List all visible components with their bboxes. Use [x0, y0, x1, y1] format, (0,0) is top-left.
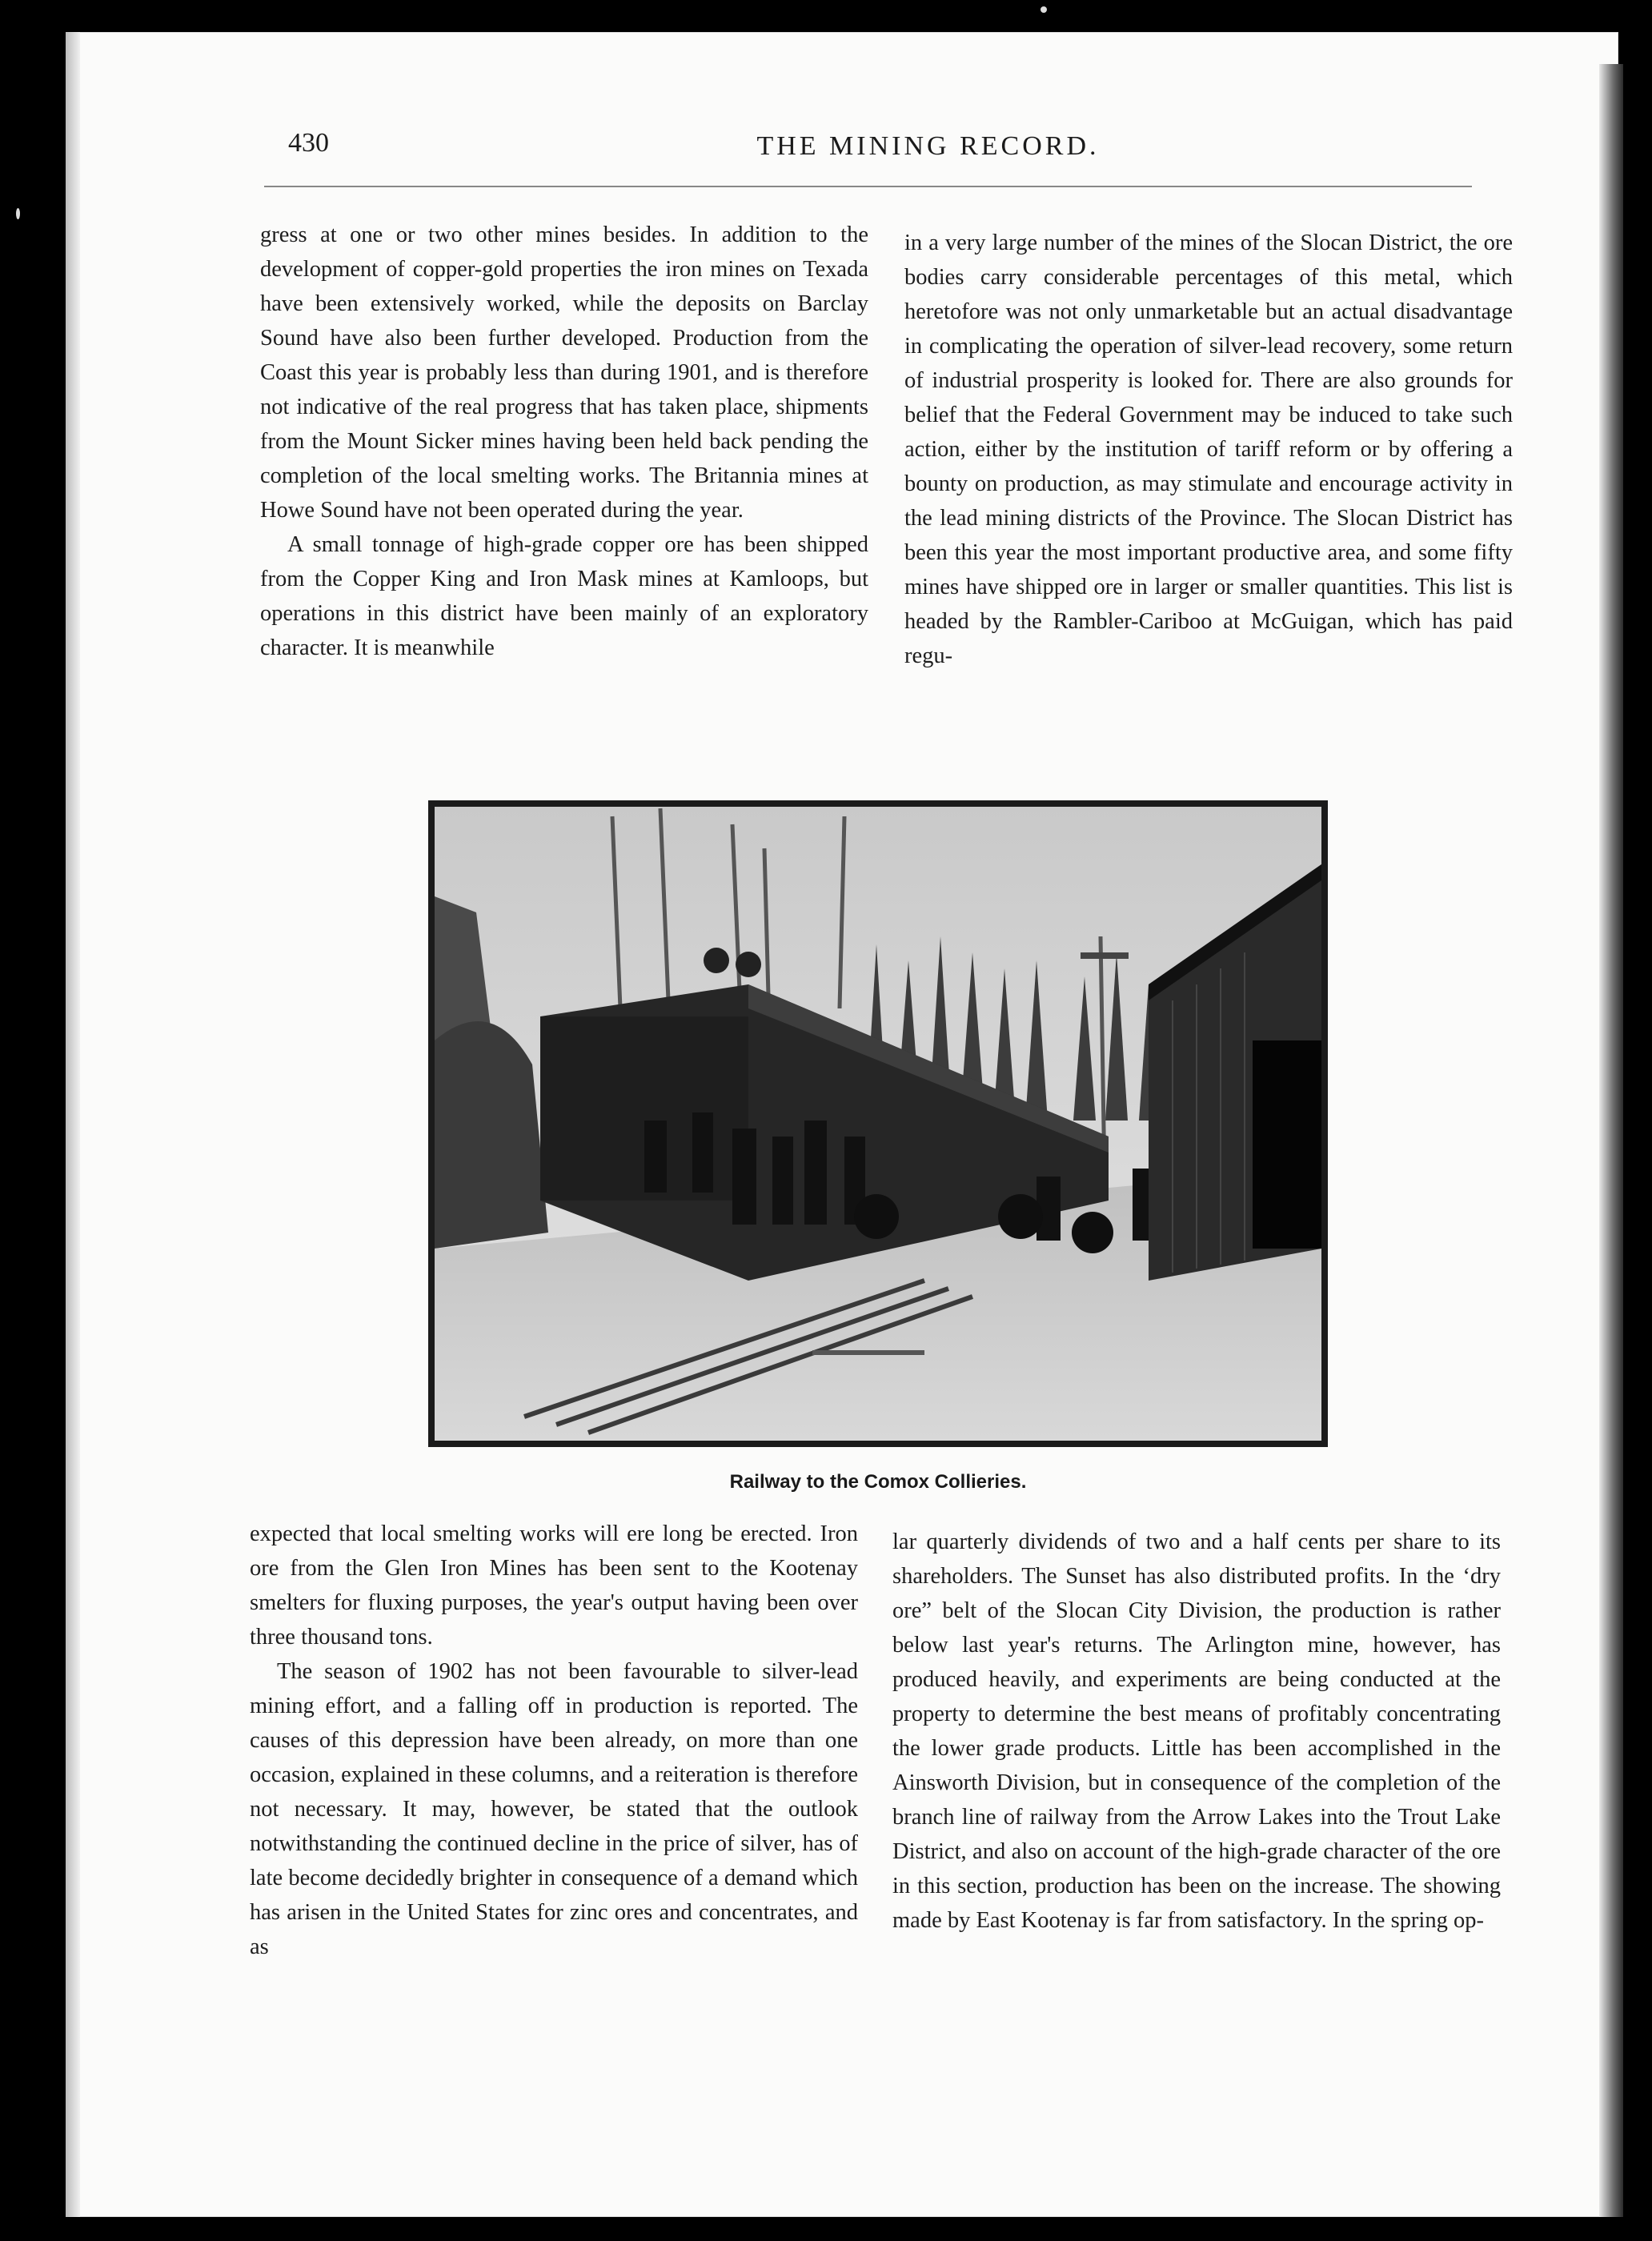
paragraph: gress at one or two other mines besides. In addition to the development of copper-gold properties the iron mines on Texada have been extensively worked, while the deposits on Barclay Sound have also been further developed. Production from the Coast this year is probably less than during 1901, and is therefore not indicative of the real progress that has taken place, shipments from the Mount Sicker mines having been held back pending the completion of the local smelting works. The Britannia mines at Howe Sound have not been operated during the year. [260, 222, 868, 523]
column-bottom-right [892, 1525, 1501, 2121]
paragraph: in a very large number of the mines of the Slocan District, the ore bodies carry considerable percentages of this metal, which heretofore was not only unmarketable but an actual disadvantage in complicating the operation of silver-lead recovery, some return of industrial prosperity is looked for. There are also grounds for belief that the Federal Government may be induced to take such action, either by the institution of tariff reform or by offering a bounty on production, as may stimulate and encourage activity in the lead mining districts of the Province. The Slocan District has been this year the most important productive area, and some fifty mines have shipped ore in larger or smaller quantities. This list is headed by the Rambler-Cariboo at McGuigan, which has paid regu- [904, 231, 1513, 668]
paragraph: lar quarterly dividends of two and a half cents per share to its shareholders. The Sunset has also distributed profits. In the ‘dry ore” belt of the Slocan City Division, the production is rather below last year's returns. The Arlington mine, however, has produced heavily, and experiments are being conducted at the property to determine the best means of profitably concentrating the lower grade products. Little has been accomplished in the Ainsworth Division, but in consequence of the completion of the branch line of railway from the Arrow Lakes into the Trout Lake District, and also on account of the high-grade character of the ore in this section, production has been on the increase. The showing made by East Kootenay is far from satisfactory. In the spring op- [892, 1529, 1501, 1933]
figure-caption: Railway to the Comox Collieries. [729, 1471, 1027, 1493]
page-binding-edge [66, 32, 80, 2217]
header-rule [264, 186, 1472, 187]
page-number: 430 [288, 128, 329, 158]
paragraph: A small tonnage of high-grade copper ore has been shipped from the Copper King and Iron Mask mines at Kamloops, but operations in this district have been mainly of an exploratory character. It is meanwhile [260, 532, 868, 660]
column-bottom-left [250, 1517, 858, 2113]
photograph-icon [428, 800, 1328, 1447]
column-top-right [904, 226, 1513, 730]
paragraph: expected that local smelting works will ere long be erected. Iron ore from the Glen Iron Mines has been sent to the Kootenay smelters for fluxing purposes, the year's output having been over three thousand tons. [250, 1521, 858, 1650]
paragraph: The season of 1902 has not been favourable to silver-lead mining effort, and a falling off in production is reported. The causes of this depression have been already, on more than one occasion, explained in these columns, and a reiteration is therefore not necessary. It may, however, be stated that the outlook notwithstanding the continued decline in the price of silver, has of late become decidedly brighter in consequence of a demand which has arisen in the United States for zinc ores and concentrates, and as [250, 1659, 858, 1959]
scan-speck [1041, 6, 1047, 13]
column-top-left [260, 218, 868, 722]
scan-speck [16, 208, 20, 219]
page-header [264, 128, 1472, 165]
page-shadow-edge [1599, 64, 1623, 2217]
running-title: THE MINING RECORD. [756, 131, 1100, 161]
railway-photograph [428, 800, 1328, 1447]
